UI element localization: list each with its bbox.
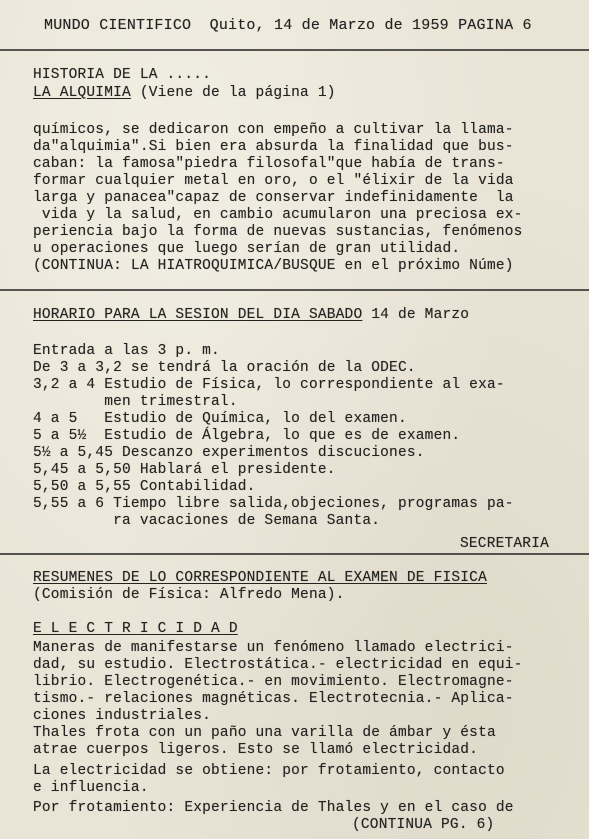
alquimia-line: da"alquimia".Si bien era absurda la finalidad que bus- bbox=[33, 139, 514, 155]
electricidad-line: e influencia. bbox=[33, 780, 149, 796]
electricidad-line: La electricidad se obtiene: por frotamiento, contacto bbox=[33, 763, 505, 779]
horario-title-rest: 14 de Marzo bbox=[362, 307, 470, 323]
electricidad-line: atrae cuerpos ligeros. Esto se llamó electricidad. bbox=[33, 742, 479, 758]
schedule-line: 4 a 5 Estudio de Química, lo del examen. bbox=[33, 411, 407, 427]
schedule-line: 5,50 a 5,55 Contabilidad. bbox=[33, 479, 256, 495]
schedule-line: men trimestral. bbox=[33, 394, 238, 410]
electricidad-title: E L E C T R I C I D A D bbox=[33, 621, 238, 637]
alquimia-line: periencia bajo la forma de nuevas sustancias, fenómenos bbox=[33, 224, 523, 240]
alquimia-title-rest: (Viene de la página 1) bbox=[130, 85, 336, 101]
electricidad-line: ciones industriales. bbox=[33, 708, 212, 724]
alquimia-title-line2 bbox=[33, 85, 336, 102]
horario-title-underlined: HORARIO PARA LA SESION DEL DIA SABADO bbox=[33, 307, 363, 323]
resumenes-title: RESUMENES DE LO CORRESPONDIENTE AL EXAMEN DE FISICA bbox=[33, 570, 487, 586]
alquimia-title-line1: HISTORIA DE LA ..... bbox=[33, 67, 212, 83]
electricidad-line: librio. Electrogenética.- en movimiento. Electromagne- bbox=[33, 674, 514, 690]
alquimia-line: vida y la salud, en cambio acumularon una preciosa ex- bbox=[33, 207, 523, 223]
electricidad-line: dad, su estudio. Electrostática.- electricidad en equi- bbox=[33, 657, 523, 673]
alquimia-line: caban: la famosa"piedra filosofal"que había de trans- bbox=[33, 156, 505, 172]
electricidad-line: tismo.- relaciones magnéticas. Electrotecnia.- Aplica- bbox=[33, 691, 514, 707]
schedule-line: ra vacaciones de Semana Santa. bbox=[33, 513, 381, 529]
secretaria-signature: SECRETARIA bbox=[460, 536, 550, 552]
schedule-line: 5½ a 5,45 Descanzo experimentos discuciones. bbox=[33, 445, 425, 461]
schedule-line: 3,2 a 4 Estudio de Física, lo correspondiente al exa- bbox=[33, 377, 505, 393]
alquimia-line: químicos, se dedicaron con empeño a cultivar la llama- bbox=[33, 122, 514, 138]
masthead-rule bbox=[0, 49, 589, 51]
alquimia-line: larga y panacea"capaz de conservar indefinidamente la bbox=[33, 190, 514, 206]
alquimia-line: formar cualquier metal en oro, o el "élixir de la vida bbox=[33, 173, 514, 189]
horario-title bbox=[33, 307, 469, 324]
continue-note: (CONTINUA PG. 6) bbox=[352, 817, 495, 833]
alquimia-title-underlined: LA ALQUIMIA bbox=[33, 85, 131, 101]
schedule-line: Entrada a las 3 p. m. bbox=[33, 343, 220, 359]
alquimia-continue-note: (CONTINUA: LA HIATROQUIMICA/BUSQUE en el próximo Núme) bbox=[33, 258, 514, 274]
schedule-line: 5,45 a 5,50 Hablará el presidente. bbox=[33, 462, 336, 478]
electricidad-line: Thales frota con un paño una varilla de ámbar y ésta bbox=[33, 725, 496, 741]
schedule-line: 5 a 5½ Estudio de Álgebra, lo que es de examen. bbox=[33, 428, 461, 444]
resumenes-subtitle: (Comisión de Física: Alfredo Mena). bbox=[33, 587, 345, 603]
electricidad-line: Maneras de manifestarse un fenómeno llamado electrici- bbox=[33, 640, 514, 656]
section-rule bbox=[0, 289, 589, 291]
schedule-line: 5,55 a 6 Tiempo libre salida,objeciones, programas pa- bbox=[33, 496, 514, 512]
schedule-line: De 3 a 3,2 se tendrá la oración de la ODEC. bbox=[33, 360, 416, 376]
electricidad-line: Por frotamiento: Experiencia de Thales y en el caso de bbox=[33, 800, 514, 816]
masthead: MUNDO CIENTIFICO Quito, 14 de Marzo de 1959 PAGINA 6 bbox=[44, 17, 532, 34]
alquimia-line: u operaciones que luego serían de gran utilidad. bbox=[33, 241, 461, 257]
section-rule bbox=[0, 553, 589, 555]
